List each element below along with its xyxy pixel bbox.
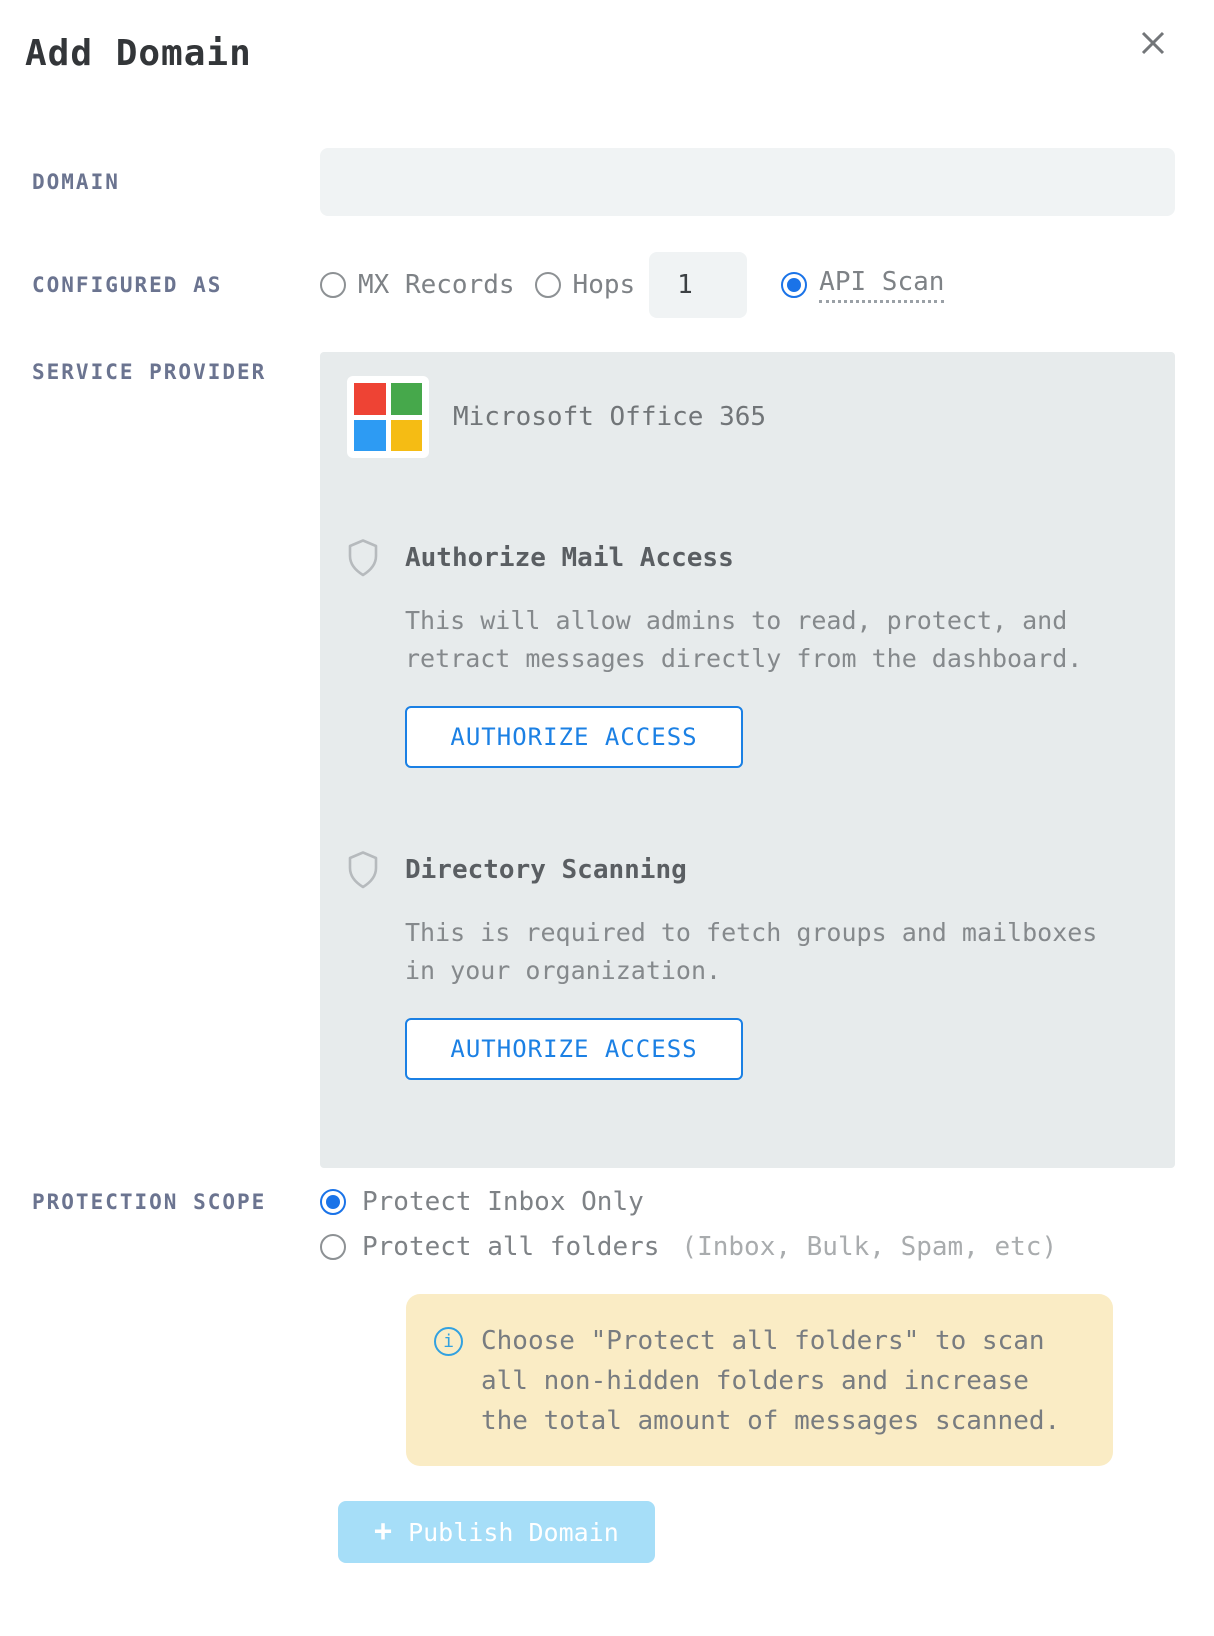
radio-option-protect-all-folders[interactable] [320, 1229, 1175, 1265]
ms-logo-red-square [354, 383, 386, 415]
domain-input[interactable] [320, 148, 1175, 216]
ms-logo-green-square [391, 383, 423, 415]
shield-icon [347, 850, 379, 890]
radio-unchecked-icon [320, 272, 346, 298]
radio-unchecked-icon [320, 1234, 346, 1260]
domain-row [0, 148, 1214, 216]
radio-option-hops[interactable] [535, 270, 636, 300]
radio-label: Hops [572, 270, 636, 300]
directory-scanning-authorize-button[interactable]: AUTHORIZE ACCESS [405, 1018, 743, 1080]
configured-as-row [0, 252, 1214, 318]
close-icon [1138, 28, 1168, 58]
publish-domain-label: Publish Domain [408, 1517, 619, 1547]
microsoft-logo-icon [347, 376, 429, 458]
section-title: Authorize Mail Access [405, 543, 734, 573]
shield-icon [347, 538, 379, 578]
close-button[interactable] [1134, 24, 1172, 65]
ms-logo-blue-square [354, 420, 386, 452]
directory-scanning-section [347, 850, 1148, 1080]
plus-icon: + [374, 1514, 393, 1549]
service-provider-label: SERVICE PROVIDER [32, 360, 267, 384]
section-description: This will allow admins to read, protect, and retract messages directly from the dashboard. [405, 606, 1083, 673]
radio-label: API Scan [819, 267, 944, 303]
info-note-text: Choose "Protect all folders" to scan all non-hidden folders and increase the total amount of messages scanned. [481, 1326, 1061, 1436]
authorize-mail-access-button[interactable]: AUTHORIZE ACCESS [405, 706, 743, 768]
domain-label: DOMAIN [32, 170, 120, 194]
service-provider-panel [320, 352, 1175, 1168]
radio-checked-icon [781, 272, 807, 298]
radio-option-api-scan[interactable] [781, 267, 944, 303]
radio-hint: (Inbox, Bulk, Spam, etc) [681, 1232, 1058, 1262]
section-title: Directory Scanning [405, 855, 687, 885]
configured-as-label: CONFIGURED AS [32, 273, 223, 297]
info-note-box [406, 1294, 1113, 1466]
service-provider-row [0, 352, 1214, 1168]
radio-unchecked-icon [535, 272, 561, 298]
radio-label: MX Records [358, 270, 515, 300]
radio-label: Protect Inbox Only [362, 1187, 644, 1217]
info-icon: i [434, 1327, 463, 1356]
authorize-mail-access-section [347, 538, 1148, 768]
radio-option-protect-inbox-only[interactable] [320, 1184, 1175, 1220]
radio-label: Protect all folders [362, 1232, 660, 1262]
protection-scope-label: PROTECTION SCOPE [32, 1190, 267, 1214]
ms-logo-yellow-square [391, 420, 423, 452]
hops-count-input[interactable] [649, 252, 747, 318]
radio-checked-icon [320, 1189, 346, 1215]
page-title: Add Domain [25, 33, 252, 74]
provider-header [347, 376, 1148, 458]
provider-name: Microsoft Office 365 [453, 402, 767, 432]
radio-option-mx-records[interactable] [320, 270, 515, 300]
section-description: This is required to fetch groups and mailboxes in your organization. [405, 918, 1098, 985]
publish-domain-button[interactable] [338, 1501, 655, 1563]
protection-scope-row [0, 1184, 1214, 1563]
